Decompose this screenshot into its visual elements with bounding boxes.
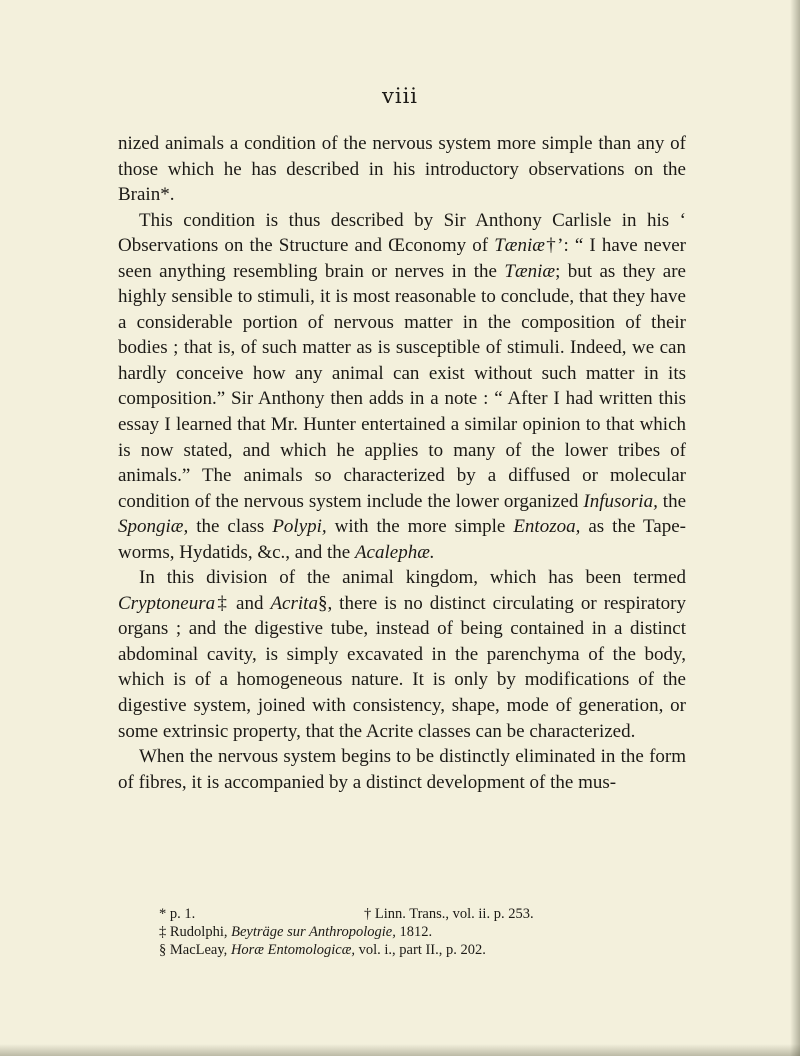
text-run: ; but as they are highly sensible to stimuli, it is most reasonable to conclude, that they have a considerable portion of nervous matter in the composition of their bodies ; that is, of such matter as is susceptible of stimuli. Indeed, we can hardly conceive how any animal can exist without such matter in its composition.” Sir Anthony then adds in a note : “ After I had written this essay I learned that Mr. Hunter entertained a similar opinion to that which is now stated, and which he applies to many of the lower tribes of animals.” The animals so characterized by a diffused or molecular condition of the nervous system include the lower organized [118, 260, 686, 512]
text-run: §, there is no distinct circulating or respiratory organs ; and the digestive tube, instead of being contained in a distinct abdominal cavity, is simply excavated in the parenchyma of the body, which is of a homogeneous nature. It is only by modifications of the digestive system, joined with consistency, shape, mode of generation, or some extrinsic property, that the Acrite classes can be characterized. [118, 592, 686, 742]
footnote-1: * p. 1. [159, 906, 196, 922]
footnotes [118, 905, 686, 959]
page-number: viii [381, 84, 418, 108]
paragraph-3 [118, 565, 686, 744]
text-run: the class [188, 516, 273, 538]
italic-term: Cryptoneura [118, 592, 216, 614]
body-text [118, 131, 686, 795]
footnote-2: † Linn. Trans., vol. ii. p. 253. [364, 906, 534, 922]
page-edge-shadow [790, 0, 800, 1056]
italic-term: Spongiæ, [118, 516, 189, 538]
italic-term: Acrita [270, 592, 318, 614]
italic-term: Entozoa, [513, 516, 581, 538]
text-run: with the more simple [326, 516, 514, 538]
text-run: as the Tape-worms, Hydatids, &c., and the [118, 516, 686, 563]
text-run: the [657, 490, 687, 512]
text-run: ‡ Rudolphi, [159, 924, 232, 940]
italic-title: Beyträge sur Anthropologie, [231, 924, 396, 940]
paragraph-4: When the nervous system begins to be distinctly eliminated in the form of fibres, it is accompanied by a distinct development of the mus- [118, 746, 686, 793]
text-run: § MacLeay, [159, 942, 231, 958]
text-run: 1812. [395, 924, 433, 940]
footnote-3 [118, 923, 686, 941]
paragraph-2 [118, 208, 686, 566]
text-run: ‡ and [215, 592, 271, 614]
paragraph-1: nized animals a condition of the nervous system more simple than any of those which he has described in his introductory observations on the Brain*. [118, 133, 686, 206]
italic-term: Infusoria, [583, 490, 658, 512]
footnote-4 [118, 941, 686, 959]
italic-title: Horæ Entomologicæ, [230, 942, 355, 958]
text-run: In this division of the animal kingdom, which has been termed [139, 567, 686, 589]
italic-term: Polypi, [272, 516, 327, 538]
page-bottom-shadow [0, 1044, 800, 1056]
text-run: vol. i., part II., p. 202. [355, 942, 486, 958]
text-run: This condition is thus described by Sir Anthony Carlisle in his ‘ Observations on the Structure and Œconomy of [118, 209, 686, 257]
italic-term: Tæniæ [494, 235, 545, 257]
text-run: †’: “ I have never seen anything resembling brain or nerves in the [118, 235, 686, 282]
footnote-row [118, 905, 686, 923]
italic-term: Tæniæ [504, 260, 556, 282]
italic-term: Acalephæ. [354, 541, 435, 563]
